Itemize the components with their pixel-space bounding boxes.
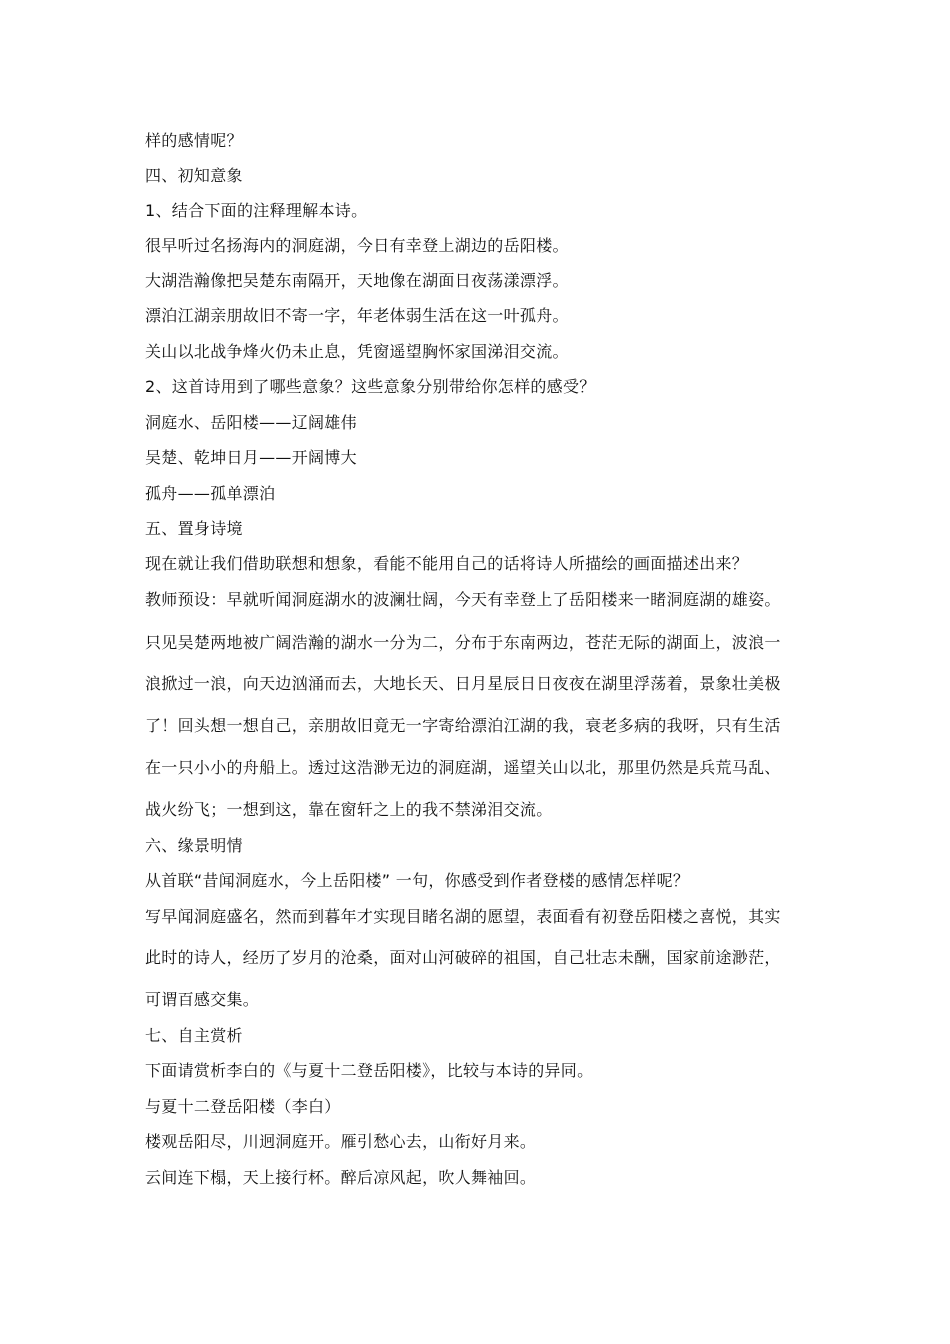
text-line: 很早听过名扬海内的洞庭湖，今日有幸登上湖边的岳阳楼。	[145, 236, 569, 255]
text-line: 洞庭水、岳阳楼——辽阔雄伟	[145, 413, 357, 432]
text-line: 只见吴楚两地被广阔浩瀚的湖水一分为二，分布于东南两边，苍茫无际的湖面上，波浪一	[145, 633, 781, 652]
text-line: 写早闻洞庭盛名，然而到暮年才实现目睹名湖的愿望，表面看有初登岳阳楼之喜悦，其实	[145, 907, 781, 926]
text-line: 教师预设：早就听闻洞庭湖水的波澜壮阔，今天有幸登上了岳阳楼来一睹洞庭湖的雄姿。	[145, 590, 781, 609]
text-line: 在一只小小的舟船上。透过这浩渺无边的洞庭湖，遥望关山以北，那里仍然是兵荒马乱、	[145, 758, 781, 777]
text-line: 漂泊江湖亲朋故旧不寄一字，年老体弱生活在这一叶孤舟。	[145, 306, 569, 325]
section-heading: 五、置身诗境	[145, 519, 243, 538]
section-heading: 四、初知意象	[145, 166, 243, 185]
text-line: 孤舟——孤单漂泊	[145, 484, 276, 503]
text-line: 吴楚、乾坤日月——开阔博大	[145, 448, 357, 467]
text-line: 此时的诗人，经历了岁月的沧桑，面对山河破碎的祖国，自己壮志未酬，国家前途渺茫，	[145, 948, 781, 967]
text-line: 现在就让我们借助联想和想象，看能不能用自己的话将诗人所描绘的画面描述出来？	[145, 554, 749, 573]
text-line: 样的感情呢？	[145, 131, 243, 150]
text-line: 浪掀过一浪，向天边汹涌而去，大地长天、日月星辰日日夜夜在湖里浮荡着，景象壮美极	[145, 674, 781, 693]
text-line: 战火纷飞；一想到这，靠在窗轩之上的我不禁涕泪交流。	[145, 800, 553, 819]
text-line: 了！回头想一想自己，亲朋故旧竟无一字寄给漂泊江湖的我，衰老多病的我呀，只有生活	[145, 716, 781, 735]
text-line: 可谓百感交集。	[145, 990, 260, 1009]
text-line: 大湖浩瀚像把吴楚东南隔开，天地像在湖面日夜荡漾漂浮。	[145, 271, 569, 290]
text-line: 从首联“昔闻洞庭水，今上岳阳楼” 一句，你感受到作者登楼的感情怎样呢？	[145, 871, 690, 890]
text-line: 1、结合下面的注释理解本诗。	[145, 201, 368, 220]
text-line: 2、这首诗用到了哪些意象？这些意象分别带给你怎样的感受？	[145, 377, 596, 396]
section-heading: 六、缘景明情	[145, 836, 243, 855]
poem-line: 楼观岳阳尽，川迥洞庭开。雁引愁心去，山衔好月来。	[145, 1132, 537, 1151]
text-line: 下面请赏析李白的《与夏十二登岳阳楼》，比较与本诗的异同。	[145, 1061, 594, 1080]
section-heading: 七、自主赏析	[145, 1026, 243, 1045]
poem-title: 与夏十二登岳阳楼（李白）	[145, 1097, 341, 1116]
text-line: 关山以北战争烽火仍未止息，凭窗遥望胸怀家国涕泪交流。	[145, 342, 569, 361]
poem-line: 云间连下榻，天上接行杯。醉后凉风起，吹人舞袖回。	[145, 1168, 537, 1187]
